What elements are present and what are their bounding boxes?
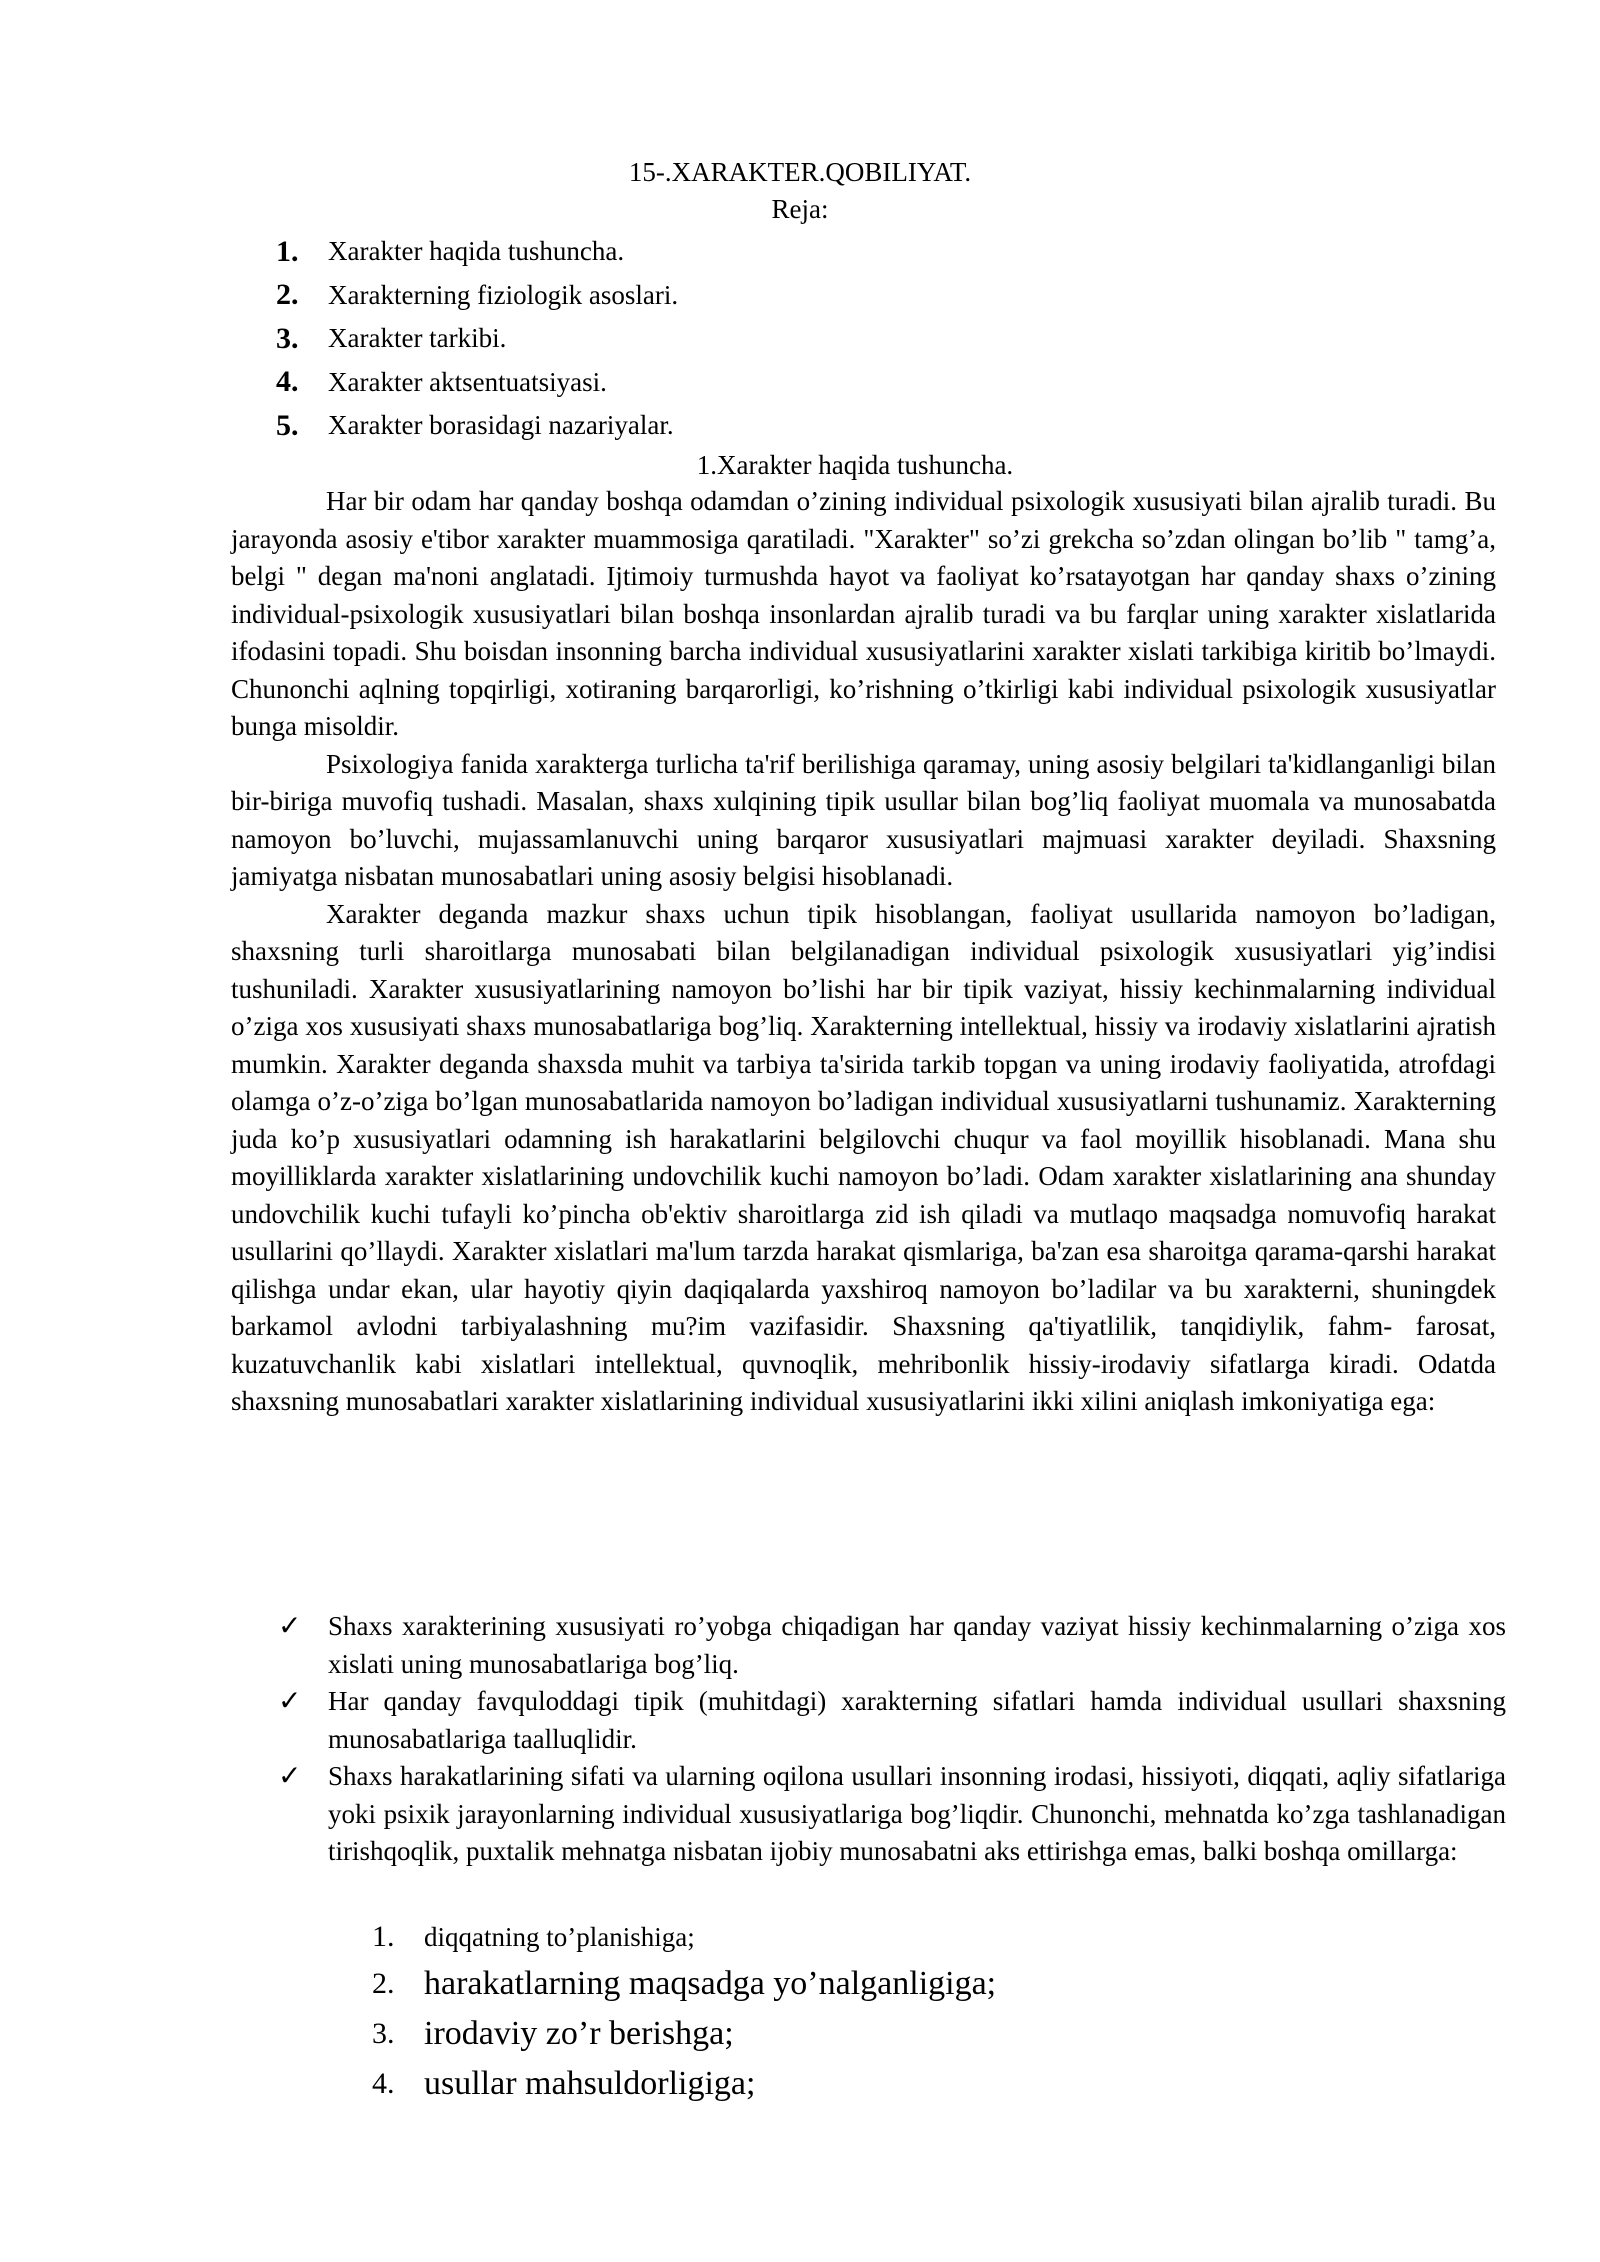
paragraph: Xarakter deganda mazkur shaxs uchun tipik hisoblangan, faoliyat usullarida namoyon bo’ladigan, shaxsning turli sharoitlarga munosabati bilan belgilanadigan individual psixologik xususiyatlari yig’indisi tushuniladi. Xarakter xususiyatlarining namoyon bo’lishi har bir tipik vaziyat, hissiy kechinmalarning individual o’ziga xos xususiyati shaxs munosabatlariga bog’liq. Xarakterning intellektual, hissiy va irodaviy xislatlarini ajratish mumkin. Xarakter deganda shaxsda muhit va tarbiya ta'sirida tarkib topgan va uning irodaviy faoliyatida, atrofdagi olamga o’z-o’ziga bo’lgan munosabatlarida namoyon bo’ladigan individual xususiyatlarni tushunamiz. Xarakterning juda ko’p xususiyatlari odamning ish harakatlarini belgilovchi chuqur va faol moyillik hisoblanadi. Mana shu moyilliklarda xarakter xislatlarining undovchilik kuchi namoyon bo’ladi. Odam xarakter xislatlarining ana shunday undovchilik kuchi tufayli ko’pincha ob'ektiv sharoitlarga zid ish qiladi va mutlaqo maqsadga nomuvofiq harakat usullarini qo’llaydi. Xarakter xislatlari ma'lum tarzda harakat qismlariga, ba'zan esa sharoitga qarama-qarshi harakat qilishga undar ekan, ular hayotiy qiyin daqiqalarda yaxshiroq namoyon bo’ladilar va bu xarakterni, shuningdek barkamol avlodni tarbiyalashning mu?im vazifasidir. Shaxsning qa'tiyatlilik, tanqidiylik, fahm- farosat, kuzatuvchanlik kabi xislatlari intellektual, quvnoqlik, mehribonlik hissiy-irodaviy sifatlarga kiradi. Odatda shaxsning munosabatlari xarakter xislatlarining individual xususiyatlarini ikki xilini aniqlash imkoniyatiga ega:: [231, 898, 1496, 1416]
plan-item-number: 2.: [276, 278, 299, 312]
checklist-item-text: Shaxs harakatlarining sifati va ularning oqilona usullari insonning irodasi, hissiyoti, diqqati, aqliy sifatlariga yoki psixik jarayonlarning individual xususiyatlariga bog’liqdir. Chunonchi, mehnatda ko’zga tashlanadigan tirishqoqlik, puxtalik mehnatga nisbatan ijobiy munosabatni aks ettirishga emas, balki boshqa omillarga:: [328, 1761, 1506, 1866]
plan-item: [276, 274, 678, 318]
plan-item-text: Xarakter aktsentuatsiyasi.: [328, 366, 607, 397]
paragraph: Psixologiya fanida xarakterga turlicha ta'rif berilishiga qaramay, uning asosiy belgilari ta'kidlanganligi bilan bir-biriga muvofiq tushadi. Masalan, shaxs xulqining tipik usullar bilan bog’liq faoliyat muomala va munosabatda namoyon bo’luvchi, mujassamlanuvchi uning barqaror xususiyatlari majmuasi xarakter deyiladi. Shaxsning jamiyatga nisbatan munosabatlari uning asosiy belgisi hisoblanadi.: [231, 748, 1496, 891]
checkmark-icon: ✓: [278, 1761, 302, 1792]
plan-item: [276, 317, 678, 361]
sub-list-text: irodaviy zo’r berishga;: [424, 2015, 734, 2052]
paragraph: Har bir odam har qanday boshqa odamdan o’zining individual psixologik xususiyati bilan ajralib turadi. Bu jarayonda asosiy e'tibor xarakter muammosiga qaratiladi. "Xarakter" so’zi grekcha so’zdan olingan bo’lib " tamg’a, belgi " degan ma'noni anglatadi. Ijtimoiy turmushda hayot va faoliyat ko’rsatayotgan har qanday shaxs o’zining individual-psixologik xususiyatlari bilan boshqa insonlardan ajralib turadi va bu farqlar uning xarakter xislatlarida ifodasini topadi. Shu boisdan insonning barcha individual xususiyatlarini xarakter xislati tarkibiga kiritib bo’lmaydi. Chunonchi aqlning topqirligi, xotiraning barqarorligi, ko’rishning o’tkirligi kabi individual psixologik xususiyatlar bunga misoldir.: [231, 486, 1496, 741]
sub-list-item: [372, 1915, 996, 1959]
sub-list-number: 4.: [372, 2067, 395, 2100]
plan-item-text: Xarakter tarkibi.: [328, 323, 507, 354]
sub-list-text: usullar mahsuldorligiga;: [424, 2065, 756, 2102]
plan-item: [276, 361, 678, 405]
sub-list-number: 3.: [372, 2017, 395, 2050]
plan-item-text: Xarakterning fiziologik asoslari.: [328, 279, 679, 310]
plan-item: [276, 404, 678, 448]
checkmark-icon: ✓: [278, 1686, 302, 1717]
plan-item-text: Xarakter haqida tushuncha.: [328, 236, 625, 267]
sub-list-item: [372, 1959, 996, 2009]
checkmark-icon: ✓: [278, 1611, 302, 1642]
checklist-item-text: Shaxs xarakterining xususiyati ro’yobga chiqadigan har qanday vaziyat hissiy kechinmalarning o’ziga xos xislati uning munosabatlariga bog’liq.: [328, 1611, 1506, 1679]
checklist-item-text: Har qanday favquloddagi tipik (muhitdagi) xarakterning sifatlari hamda individual usullari shaxsning munosabatlariga taalluqlidir.: [328, 1686, 1506, 1754]
page-title: 15-.XARAKTER.QOBILIYAT.: [628, 157, 972, 187]
plan-item-text: Xarakter borasidagi nazariyalar.: [328, 410, 674, 441]
plan-item-number: 3.: [276, 321, 299, 355]
plan-item: [276, 230, 678, 274]
sub-list-item: [372, 2009, 996, 2059]
plan-heading: Reja:: [771, 194, 829, 224]
plan-item-number: 1.: [276, 234, 299, 268]
checklist-item: [276, 1683, 1506, 1758]
sub-list-number: 1.: [372, 1920, 395, 1953]
section-heading: 1.Xarakter haqida tushuncha.: [696, 450, 1014, 480]
sub-list-text: diqqatning to’planishiga;: [424, 1921, 695, 1952]
sub-list-text: harakatlarning maqsadga yo’nalganligiga;: [424, 1965, 997, 2002]
plan-item-number: 4.: [276, 365, 299, 399]
plan-item-number: 5.: [276, 408, 299, 442]
sub-list-item: [372, 2059, 996, 2109]
sub-list-number: 2.: [372, 1967, 395, 2000]
checklist-item: [276, 1608, 1506, 1683]
checklist: [276, 1608, 1506, 1871]
checklist-item: [276, 1758, 1506, 1871]
plan-list: [276, 230, 678, 448]
body-text: [231, 483, 1496, 1421]
sub-list: [372, 1915, 996, 2109]
